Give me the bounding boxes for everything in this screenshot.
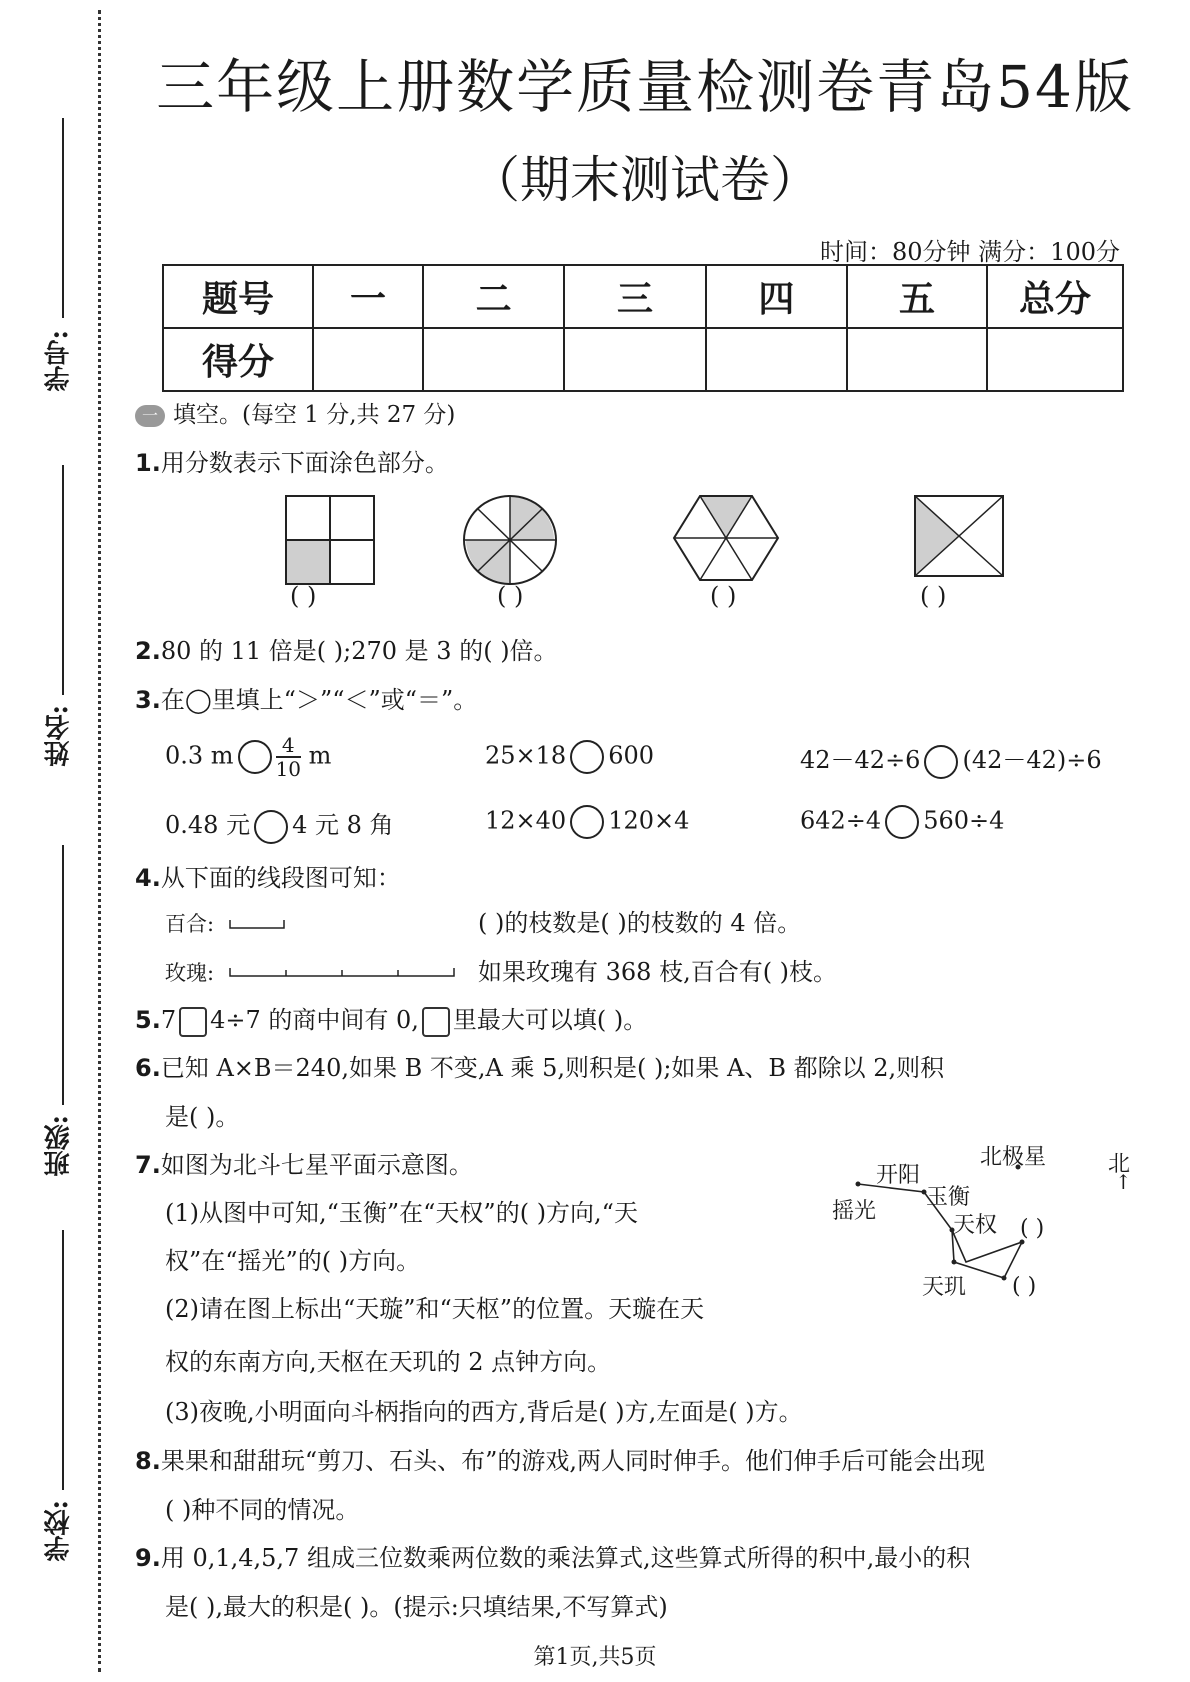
compare-right: m (308, 741, 332, 770)
q7-part1b: 权”在“摇光”的( )方向。 (165, 1247, 421, 1275)
denominator: 10 (275, 757, 302, 781)
question-number: 3. (135, 686, 161, 714)
name-line (62, 465, 64, 695)
compare-item (165, 734, 331, 780)
square-diagonal-shape (915, 496, 1003, 576)
question-number: 4. (135, 864, 161, 892)
compare-circle[interactable] (885, 805, 919, 839)
header-cell: 一 (313, 265, 423, 328)
score-table (162, 264, 1124, 392)
score-cell[interactable] (423, 328, 564, 391)
question-8 (135, 1441, 985, 1476)
label-north: 北 (1108, 1152, 1131, 1177)
label-tianquan: 天权 (953, 1213, 998, 1238)
question-text: 7 (160, 1006, 177, 1034)
lily-segment (228, 912, 288, 932)
answer-blank[interactable]: ( ) (1020, 1216, 1045, 1241)
compare-circle[interactable] (238, 740, 272, 774)
rose-label: 玫瑰: (165, 961, 215, 985)
school-label: 学校: (44, 1500, 74, 1562)
fraction (276, 734, 301, 780)
question-text: 已知 A×B＝240,如果 B 不变,A 乘 5,则积是( );如果 A、B 都除以 2,则积 (160, 1054, 945, 1082)
answer-blank[interactable]: ( ) (1012, 1274, 1037, 1299)
question-2 (135, 631, 558, 666)
question-5 (135, 1000, 647, 1037)
question-number: 1. (135, 449, 161, 477)
compare-item (800, 805, 1004, 839)
question-text: 如图为北斗七星平面示意图。 (160, 1151, 473, 1179)
compare-right: (42－42)÷6 (962, 746, 1102, 774)
question-text: 在◯里填上“＞”“＜”或“＝”。 (160, 686, 478, 714)
answer-blank[interactable]: ( ) (497, 582, 524, 610)
label-polaris: 北极星 (980, 1145, 1047, 1170)
score-row (163, 328, 1123, 391)
compare-right: 600 (608, 741, 654, 770)
q7-part1a: (1)从图中可知,“玉衡”在“天权”的( )方向,“天 (165, 1199, 638, 1227)
header-cell: 二 (423, 265, 564, 328)
question-4 (135, 858, 401, 893)
question-text: 从下面的线段图可知： (160, 864, 401, 892)
compare-right: 4 元 8 角 (292, 811, 394, 839)
q6-line2: 是( )。 (165, 1103, 240, 1131)
question-text: 80 的 11 倍是( );270 是 3 的( )倍。 (160, 637, 558, 665)
score-header-row (163, 265, 1123, 328)
question-number: 7. (135, 1151, 161, 1179)
question-number: 8. (135, 1447, 161, 1475)
hexagon-sixths-shape (674, 496, 778, 580)
binding-dashed-line (98, 10, 101, 1672)
score-row-label: 得分 (163, 328, 313, 391)
question-text: 果果和甜甜玩“剪刀、石头、布”的游戏,两人同时伸手。他们伸手后可能会出现 (160, 1447, 985, 1475)
header-cell: 四 (706, 265, 847, 328)
compare-item (165, 805, 394, 844)
header-cell: 总分 (987, 265, 1123, 328)
compare-left: 0.48 元 (165, 811, 251, 839)
compare-left: 42－42÷6 (800, 746, 921, 774)
score-cell[interactable] (987, 328, 1123, 391)
question-number: 6. (135, 1054, 161, 1082)
compare-right: 120×4 (608, 806, 690, 835)
question-6 (135, 1048, 944, 1083)
digit-box[interactable] (422, 1007, 450, 1037)
square-quarters-shape (286, 496, 374, 584)
compare-item (485, 740, 654, 774)
name-label: 姓名: (44, 705, 74, 767)
question-text: 里最大可以填( )。 (452, 1006, 648, 1034)
school-line (62, 1230, 64, 1490)
header-cell: 五 (847, 265, 987, 328)
answer-blank[interactable]: ( ) (290, 582, 317, 610)
class-label: 班级: (44, 1115, 74, 1177)
compare-circle[interactable] (254, 810, 288, 844)
answer-blank[interactable]: ( ) (710, 582, 737, 610)
score-cell[interactable] (564, 328, 705, 391)
digit-box[interactable] (179, 1007, 207, 1037)
question-text: 用分数表示下面涂色部分。 (160, 449, 449, 477)
page-footer: 第1页,共5页 (533, 1645, 657, 1670)
compare-item (485, 805, 689, 839)
time-info: 时间：80分钟 满分：100分 (820, 238, 1120, 266)
label-yaoguang: 摇光 (832, 1199, 877, 1224)
compare-circle[interactable] (570, 805, 604, 839)
fraction-shapes (270, 490, 1010, 590)
score-cell[interactable] (847, 328, 987, 391)
question-9 (135, 1538, 970, 1573)
student-id-line (62, 118, 64, 318)
page-title: 三年级上册数学质量检测卷青岛54版 (156, 53, 1134, 121)
compare-circle[interactable] (924, 745, 958, 779)
section-heading (135, 396, 455, 429)
compare-left: 12×40 (485, 806, 567, 835)
compare-item (800, 740, 1102, 779)
label-tianji: 天玑 (922, 1275, 967, 1300)
question-text: 4÷7 的商中间有 0, (210, 1006, 419, 1034)
q7-part3: (3)夜晚,小明面向斗柄指向的西方,背后是( )方,左面是( )方。 (165, 1398, 803, 1426)
q7-part2a: (2)请在图上标出“天璇”和“天枢”的位置。天璇在天 (165, 1295, 705, 1323)
circle-eighths-shape (464, 496, 556, 584)
score-cell[interactable] (706, 328, 847, 391)
compare-left: 0.3 m (165, 741, 234, 770)
north-arrow-icon: ↑ (1115, 1170, 1132, 1194)
q7-part2b: 权的东南方向,天枢在天玑的 2 点钟方向。 (165, 1348, 612, 1376)
question-3 (135, 680, 477, 715)
section-badge: 一 (135, 405, 165, 427)
question-number: 2. (135, 637, 161, 665)
question-number: 5. (135, 1006, 161, 1034)
question-7 (135, 1145, 473, 1180)
class-line (62, 845, 64, 1105)
compare-left: 25×18 (485, 741, 567, 770)
compare-circle[interactable] (570, 740, 604, 774)
lily-label: 百合: (165, 912, 215, 936)
question-text: 用 0,1,4,5,7 组成三位数乘两位数的乘法算式,这些算式所得的积中,最小的积 (160, 1544, 971, 1572)
student-id-label: 学号: (44, 330, 74, 392)
question-number: 9. (135, 1544, 161, 1572)
q4-line1: ( )的枝数是( )的枝数的 4 倍。 (478, 909, 802, 937)
label-kaiyang: 开阳 (876, 1163, 921, 1188)
header-cell: 题号 (163, 265, 313, 328)
header-cell: 三 (564, 265, 705, 328)
score-cell[interactable] (313, 328, 423, 391)
label-yuheng: 玉衡 (926, 1185, 971, 1210)
compare-right: 560÷4 (923, 806, 1005, 835)
rose-segment (228, 960, 460, 980)
q8-line2: ( )种不同的情况。 (165, 1496, 360, 1524)
section-heading-text: 填空。(每空 1 分,共 27 分) (173, 402, 456, 428)
answer-blank[interactable]: ( ) (920, 582, 947, 610)
compare-left: 642÷4 (800, 806, 882, 835)
numerator: 4 (281, 733, 295, 757)
question-1 (135, 443, 449, 478)
page-subtitle: （期末测试卷） (470, 151, 820, 209)
q4-line2: 如果玫瑰有 368 枝,百合有( )枝。 (478, 958, 838, 986)
q9-line2: 是( ),最大的积是( )。(提示:只填结果,不写算式) (165, 1593, 668, 1621)
